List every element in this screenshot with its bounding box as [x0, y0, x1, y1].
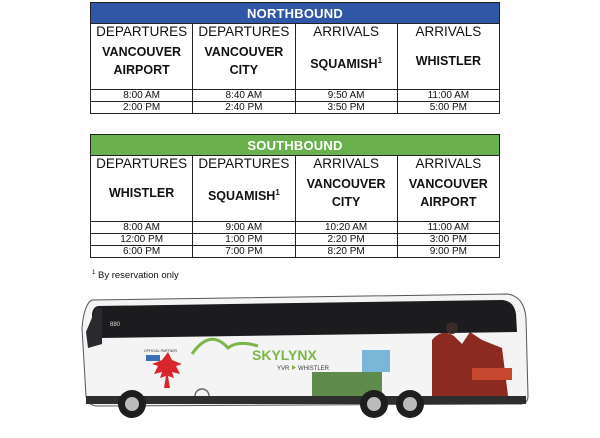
sb-col-header: ARRIVALS VANCOUVER CITY: [295, 156, 397, 222]
table-row: 12:00 PM 1:00 PM 2:20 PM 3:00 PM: [91, 234, 500, 246]
sb-col-header: DEPARTURES WHISTLER: [91, 156, 193, 222]
rear-wheel-icon: [396, 390, 424, 418]
bus-route-to: WHISTLER: [298, 366, 330, 372]
footnote: $^1$ By reservation only: [92, 270, 179, 282]
southbound-title: SOUTHBOUND: [91, 135, 500, 156]
nb-col-header: DEPARTURES VANCOUVER AIRPORT: [91, 24, 193, 90]
table-row: 6:00 PM 7:00 PM 8:20 PM 9:00 PM: [91, 246, 500, 258]
scenery-graphic: [472, 368, 512, 380]
bus-number: 880: [110, 322, 121, 328]
scenery-graphic: [362, 350, 390, 372]
skylynx-coach-bus: [62, 288, 532, 428]
table-row: 8:00 AM 8:40 AM 9:50 AM 11:00 AM: [91, 90, 500, 102]
table-row: 2:00 PM 2:40 PM 3:50 PM 5:00 PM: [91, 102, 500, 114]
bus-brand: SKYLYNX: [252, 347, 317, 363]
bus-route-from: YVR: [277, 366, 290, 372]
front-wheel-icon: [118, 390, 146, 418]
nb-col-header: ARRIVALS SQUAMISH$^1$: [295, 24, 397, 90]
rear-wheel-icon: [360, 390, 388, 418]
lower-trim: [86, 396, 526, 404]
partner-text: OFFICIAL PARTNER: [144, 349, 177, 353]
partner-logo: [146, 355, 160, 361]
cyclist-graphic: [446, 322, 458, 334]
northbound-schedule-table: [90, 2, 500, 114]
northbound-title: NORTHBOUND: [91, 3, 500, 24]
sb-col-header: ARRIVALS VANCOUVER AIRPORT: [397, 156, 499, 222]
sb-col-header: DEPARTURES SQUAMISH$^1$: [193, 156, 295, 222]
table-row: 8:00 AM 9:00 AM 10:20 AM 11:00 AM: [91, 222, 500, 234]
southbound-schedule-table: [90, 134, 500, 258]
nb-col-header: ARRIVALS WHISTLER: [397, 24, 499, 90]
nb-col-header: DEPARTURES VANCOUVER CITY: [193, 24, 295, 90]
